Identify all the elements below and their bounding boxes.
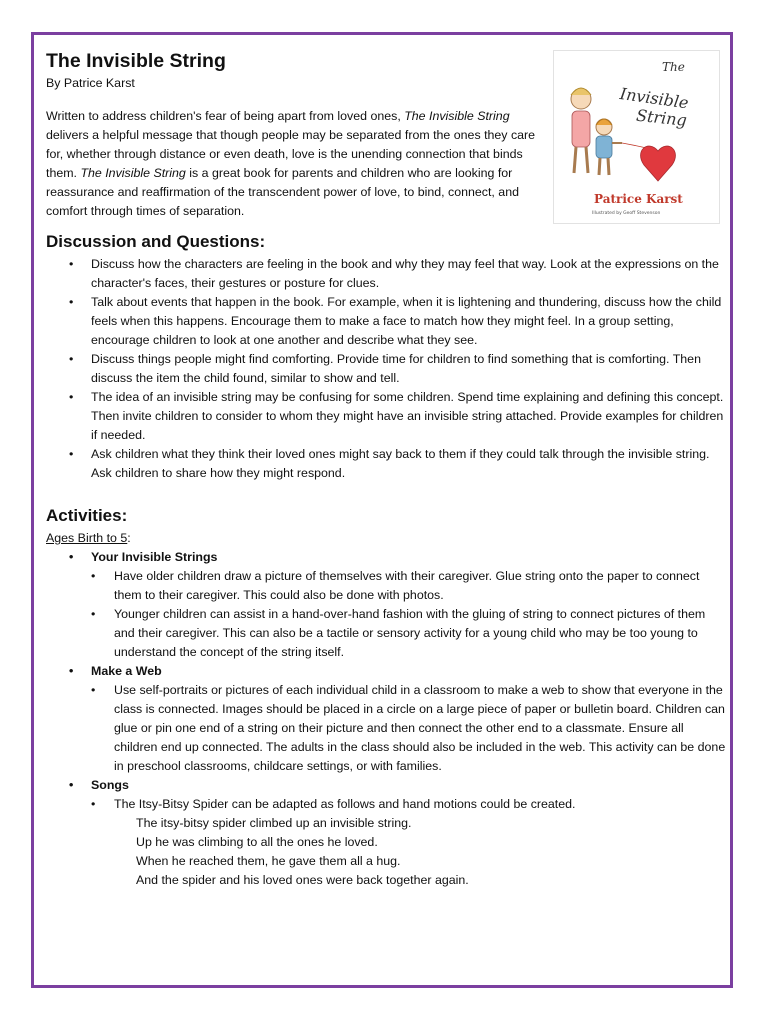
song-line: When he reached them, he gave them all a hug. <box>136 854 401 868</box>
discussion-heading: Discussion and Questions: <box>46 232 266 251</box>
activity-group-title: • Songs <box>69 778 129 792</box>
age-range-label: Ages Birth to 5: <box>46 531 131 545</box>
cover-title-string: String <box>635 105 688 130</box>
song-line: The itsy-bitsy spider climbed up an invisible string. <box>136 816 412 830</box>
activity-item: • Use self-portraits or pictures of each individual child in a classroom to make a web to show that everyone in the class is connected. Images should be placed in a circle on a large piece of paper or bulletin board. Children can glue or pin one end of a string on their picture and then connect the other end to a classmate. Ensure all children end up connected. The adults in the class should also be included in the web. This activity can be done in preschool classrooms, childcare settings, or with families. <box>91 683 726 773</box>
page-title: The Invisible String <box>46 50 226 72</box>
activities-heading: Activities: <box>46 506 128 525</box>
byline: By Patrice Karst <box>46 76 135 90</box>
song-line: Up he was climbing to all the ones he loved. <box>136 835 378 849</box>
cover-title-invisible: Invisible <box>618 84 690 113</box>
activity-item: • Have older children draw a picture of themselves with their caregiver. Glue string onto the paper to connect them to their caregiver. This could also be done with photos. <box>91 569 700 602</box>
age-range-text: Ages Birth to 5 <box>46 531 128 545</box>
discussion-item: • Ask children what they think their loved ones might say back to them if they could talk through the invisible string. Ask children to share how they might respond. <box>69 447 710 480</box>
intro-paragraph <box>46 107 540 221</box>
discussion-item: • Discuss how the characters are feeling in the book and why they may feel that way. Look at the expressions on the character's faces, their gestures or posture for clues. <box>69 257 719 290</box>
activity-group-title: • Make a Web <box>69 664 162 678</box>
discussion-list <box>46 255 726 483</box>
song-lyrics <box>46 814 726 890</box>
cover-illustrator: Illustrated by Geoff Stevenson <box>592 211 661 216</box>
document-body <box>46 48 726 890</box>
discussion-item: • Talk about events that happen in the book. For example, when it is lightening and thundering, discuss how the child feels when this happens. Encourage them to make a face to match how they might feel. In a group setting, encourage children to look at one another and describe what they see. <box>69 295 722 347</box>
intro-text-1: Written to address children's fear of being apart from loved ones, <box>46 109 405 123</box>
song-line: And the spider and his loved ones were back together again. <box>136 873 469 887</box>
activities-list <box>46 548 726 814</box>
intro-book-title-1: The Invisible String <box>404 109 510 123</box>
activity-item: • The Itsy-Bitsy Spider can be adapted as follows and hand motions could be created. <box>91 797 576 811</box>
activity-group-title: • Your Invisible Strings <box>69 550 218 564</box>
intro-text-3: is a great book for parents and children who are looking for reassurance and reaffirmation of the transcendent power of love, to bind, connect, and comfort through times of separation. <box>46 166 519 218</box>
discussion-item: • The idea of an invisible string may be confusing for some children. Spend time explaining and defining this concept. Then invite children to consider to whom they might have an invisible string attached. Provide examples for children if needed. <box>69 390 724 442</box>
discussion-item: • Discuss things people might find comforting. Provide time for children to find something that is comforting. Then discuss the item the child found, similar to show and tell. <box>69 352 701 385</box>
cover-author: Patrice Karst <box>594 192 683 206</box>
intro-book-title-2: The Invisible String <box>80 166 186 180</box>
activity-item: • Younger children can assist in a hand-over-hand fashion with the gluing of string to connect pictures of them and their caregiver. This can also be a tactile or sensory activity for a young child who may be too young to understand the concept of the string itself. <box>91 607 706 659</box>
intro-text-2: delivers a helpful message that though people may be separated from the ones they care for, whether through distance or even death, love is the unending connection that binds them. <box>46 128 536 180</box>
cover-title-the: The <box>662 60 685 74</box>
